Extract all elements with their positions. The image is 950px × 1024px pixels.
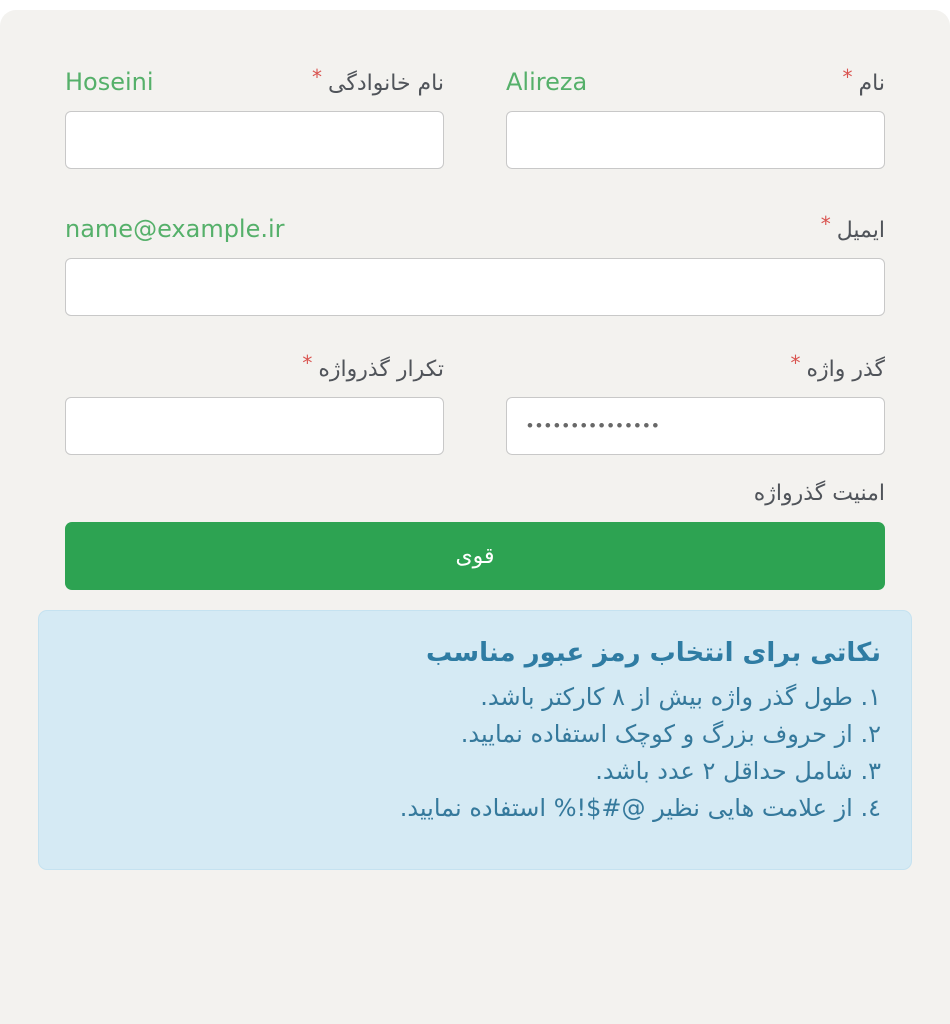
first-name-required-asterisk: * (842, 65, 853, 89)
password-tips-title: نکاتی برای انتخاب رمز عبور مناسب (425, 638, 881, 668)
last-name-sample-text: Hoseini (65, 68, 154, 96)
first-name-field-group (506, 62, 885, 169)
password-tips-box (38, 610, 912, 870)
first-name-sample-text: Alireza (506, 68, 588, 96)
password-tip-item-3: ٣. شامل حداقل ٢ عدد باشد. (595, 757, 881, 785)
password-tip-item-4: ٤. از علامت هایی نظیر @#$!% استفاده نمایید. (399, 794, 881, 822)
password-strength-bar (65, 522, 885, 590)
name-fields-row (65, 62, 885, 169)
password-input[interactable] (506, 397, 885, 455)
password-tip-item-1: ١. طول گذر واژه بیش از ٨ کارکتر باشد. (480, 683, 881, 711)
form-content (0, 10, 950, 870)
password-confirm-field-group (65, 348, 444, 455)
password-header (506, 348, 885, 382)
email-label: ایمیل (836, 218, 885, 243)
email-sample-text: name@example.ir (65, 215, 285, 243)
password-label: گذر واژه (806, 357, 885, 382)
last-name-field-group (65, 62, 444, 169)
password-confirm-label-wrap (302, 351, 444, 382)
email-field-group (65, 209, 885, 316)
first-name-label: نام (858, 71, 885, 96)
email-header (65, 209, 885, 243)
last-name-label-wrap (312, 65, 444, 96)
password-strength-label: امنیت گذرواژه (753, 481, 885, 506)
last-name-input[interactable] (65, 111, 444, 169)
password-fields-row (65, 348, 885, 455)
password-confirm-header (65, 348, 444, 382)
password-confirm-label: تکرار گذرواژه (318, 357, 444, 382)
password-required-asterisk: * (790, 351, 801, 375)
email-input[interactable] (65, 258, 885, 316)
first-name-label-wrap (842, 65, 885, 96)
registration-form-card (0, 10, 950, 1024)
password-strength-level-text: قوی (455, 543, 495, 569)
password-confirm-required-asterisk: * (302, 351, 313, 375)
email-required-asterisk: * (820, 212, 831, 236)
first-name-input[interactable] (506, 111, 885, 169)
last-name-label: نام خانوادگی (328, 71, 444, 96)
first-name-header (506, 62, 885, 96)
password-confirm-input[interactable] (65, 397, 444, 455)
last-name-header (65, 62, 444, 96)
email-label-wrap (820, 212, 885, 243)
password-field-group (506, 348, 885, 455)
last-name-required-asterisk: * (312, 65, 323, 89)
password-tip-item-2: ٢. از حروف بزرگ و کوچک استفاده نمایید. (460, 720, 881, 748)
password-label-wrap (790, 351, 885, 382)
